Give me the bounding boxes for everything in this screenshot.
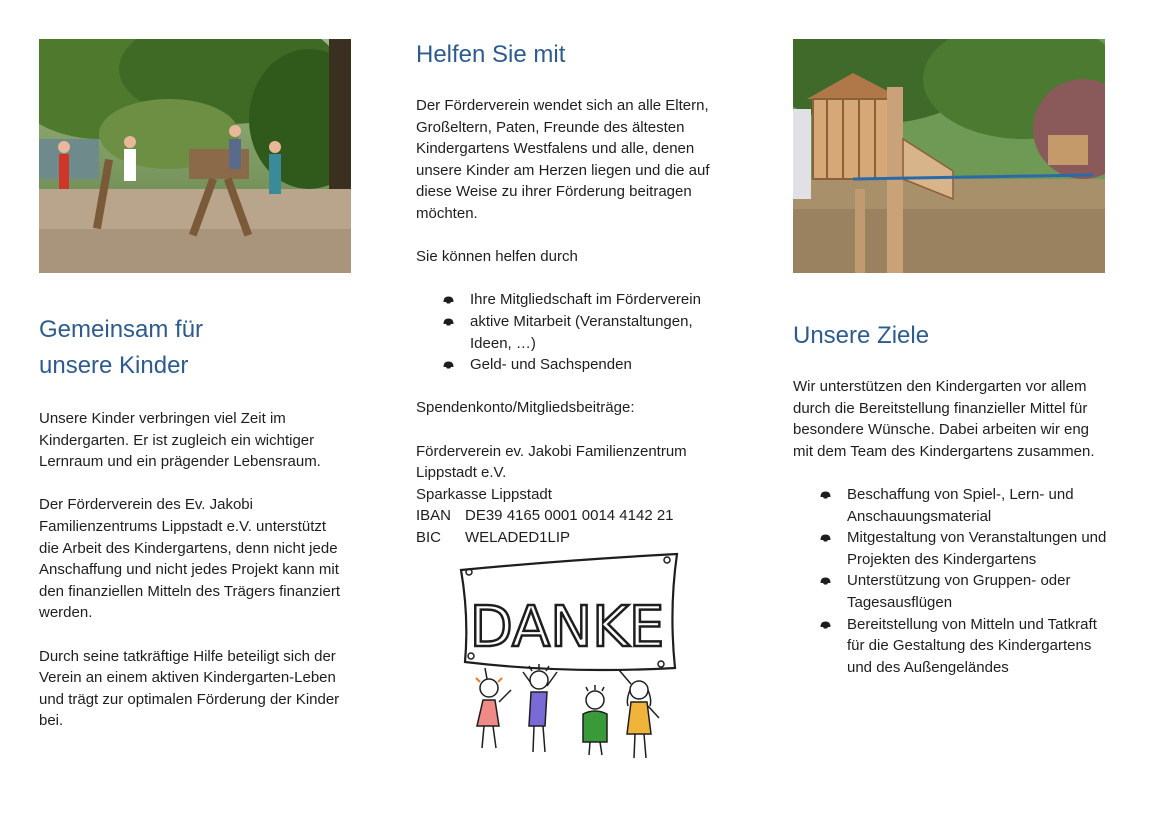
bullet-icon: [820, 621, 831, 629]
paragraph-ziele-intro: Wir unterstützen den Kindergarten vor allem durch die Bereitstellung finanzieller Mittel für besondere Wünsche. Dabei arbeiten wir eng mit dem Team des Kindergartens zusammen.: [793, 378, 1095, 460]
bic-row: BIC WELADED1LIP: [416, 527, 746, 549]
paragraph-intro: Unsere Kinder verbringen viel Zeit im Kindergarten. Er ist zugleich ein wichtiger Lernraum und ein prägender Lebensraum.: [39, 410, 321, 471]
org-name: Förderverein ev. Jakobi Familienzentrum Lippstadt e.V.: [416, 442, 687, 482]
section-heading-ziele: Unsere Ziele: [793, 322, 930, 349]
bullet-icon: [820, 491, 831, 499]
list-item: Mitgestaltung von Veranstaltungen und Projekten des Kindergartens: [820, 527, 1133, 570]
wooden-playground-photo: [793, 39, 1105, 273]
section-heading-gemeinsam: Gemeinsam für unsere Kinder: [39, 316, 204, 379]
list-item: aktive Mitarbeit (Veranstaltungen, Ideen, …): [443, 311, 746, 354]
bic-value: WELADED1LIP: [465, 528, 571, 546]
list-item: Ihre Mitgliedschaft im Förderverein: [443, 289, 746, 311]
account-label: Spendenkonto/Mitgliedsbeiträge:: [416, 399, 635, 417]
bullet-icon: [820, 577, 831, 585]
paragraph-helfen-intro: Der Förderverein wendet sich an alle Eltern, Großeltern, Paten, Freunde des ältesten Kindergartens Westfalens und alle, denen unsere Kinder am Herzen liegen und die auf diese Weise zu ihrer Förderung beitragen möchten.: [416, 97, 710, 222]
bullet-icon: [443, 296, 454, 304]
goals-list: [820, 484, 1133, 678]
kids-playground-photo: [39, 39, 351, 273]
bank-name: Sparkasse Lippstadt: [416, 485, 552, 503]
iban-value: DE39 4165 0001 0014 4142 21: [465, 507, 674, 525]
danke-drawing: [455, 550, 680, 765]
paragraph-foerderverein: Der Förderverein des Ev. Jakobi Familienzentrums Lippstadt e.V. unterstützt die Arbeit des Kindergartens, denn nicht jede Anschaffung und nicht jedes Projekt kann mit den finanziellen Mitteln des Trägers finanziert werden.: [39, 496, 340, 622]
bullet-icon: [443, 361, 454, 369]
bullet-icon: [443, 318, 454, 326]
list-item: Bereitstellung von Mitteln und Tatkraft für die Gestaltung des Kindergartens und des Außengeländes: [820, 614, 1133, 679]
bullet-icon: [820, 534, 831, 542]
list-item: Unterstützung von Gruppen- oder Tagesausflügen: [820, 570, 1133, 613]
section-heading-helfen: Helfen Sie mit: [416, 41, 566, 68]
help-list: [443, 289, 746, 375]
iban-row: IBAN DE39 4165 0001 0014 4142 21: [416, 505, 746, 527]
paragraph-hilfe: Durch seine tatkräftige Hilfe beteiligt sich der Verein an einem aktiven Kindergarten-Leben und trägt zur optimalen Förderung der Kinder bei.: [39, 647, 340, 730]
list-item: Geld- und Sachspenden: [443, 354, 746, 376]
danke-text: DANKE: [469, 595, 665, 660]
list-item: Beschaffung von Spiel-, Lern- und Anschauungsmaterial: [820, 484, 1133, 527]
help-label: Sie können helfen durch: [416, 248, 578, 266]
